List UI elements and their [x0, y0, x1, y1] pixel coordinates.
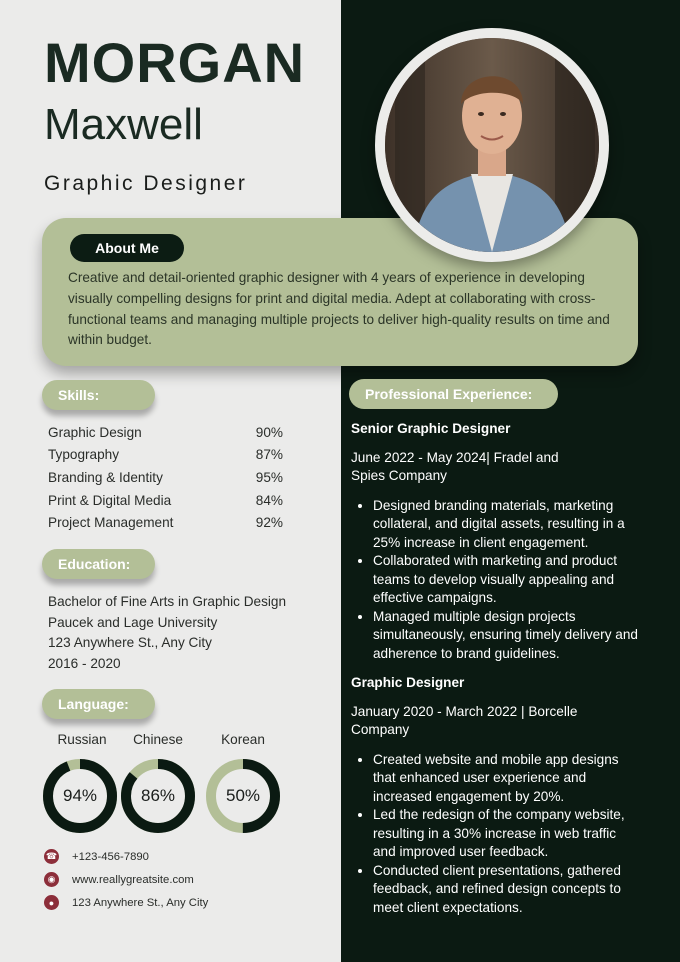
skill-value: 92% — [255, 515, 283, 531]
skill-name: Print & Digital Media — [48, 492, 172, 508]
profile-photo-frame — [375, 28, 609, 262]
contact-website-text: www.reallygreatsite.com — [72, 873, 194, 886]
job-bullets — [351, 497, 641, 664]
language-percent: 50% — [225, 786, 261, 805]
location-pin-icon: ● — [44, 895, 59, 910]
last-name: Maxwell — [44, 100, 203, 149]
language-donut — [120, 758, 196, 834]
job-bullets — [351, 751, 641, 918]
skill-row — [48, 489, 283, 512]
phone-icon: ☎ — [44, 849, 59, 864]
skills-list — [48, 421, 283, 534]
person-illustration — [385, 38, 599, 252]
skill-value: 95% — [255, 469, 283, 485]
globe-icon: ◉ — [44, 872, 59, 887]
skill-value: 84% — [255, 492, 283, 508]
language-name: Korean — [221, 732, 265, 747]
skills-heading: Skills: — [42, 380, 155, 410]
job-period: January 2020 - March 2022 | Borcelle Company — [351, 703, 578, 737]
job-entry — [351, 420, 641, 663]
skill-value: 90% — [255, 424, 283, 440]
contact-phone-text: +123-456-7890 — [72, 850, 149, 863]
language-donut — [205, 758, 281, 834]
skill-row — [48, 511, 283, 534]
skill-value: 87% — [255, 447, 283, 463]
first-name: MORGAN — [44, 31, 306, 94]
job-bullet: • Collaborated with marketing and product teams to develop visually appealing and effective campaigns. — [373, 552, 641, 608]
contact-address — [44, 895, 208, 910]
job-entry — [351, 674, 641, 917]
education-degree: Bachelor of Fine Arts in Graphic Design — [48, 594, 287, 609]
language-name: Chinese — [133, 732, 183, 747]
education-school: Paucek and Lage University — [48, 614, 218, 630]
job-bullet: • Designed branding materials, marketing collateral, and digital assets, resulting in a 25% increase in client engagement. — [373, 497, 641, 553]
about-label: About Me — [70, 234, 184, 262]
language-percent: 86% — [140, 786, 176, 805]
language-name: Russian — [57, 732, 107, 747]
job-bullet: • Managed multiple design projects simultaneously, ensuring timely delivery and adherence to brand guidelines. — [373, 608, 641, 664]
skill-row — [48, 466, 283, 489]
skill-name: Typography — [48, 447, 120, 463]
education-heading: Education: — [42, 549, 155, 579]
job-bullet: • Led the redesign of the company website, resulting in a 30% increase in web traffic and improved user feedback. — [373, 806, 641, 862]
job-bullet: • Created website and mobile app designs that enhanced user experience and increased engagement by 20%. — [373, 751, 641, 807]
language-heading: Language: — [42, 689, 155, 719]
skill-name: Branding & Identity — [48, 469, 163, 485]
skill-name: Project Management — [48, 515, 174, 531]
education-address: 123 Anywhere St., Any City — [48, 635, 212, 650]
education-years: 2016 - 2020 — [48, 655, 121, 671]
skill-name: Graphic Design — [48, 424, 142, 440]
language-donut — [42, 758, 118, 834]
education-details — [48, 592, 286, 674]
job-title: Graphic Designer — [351, 675, 465, 690]
job-period: June 2022 - May 2024| Fradel and Spies Company — [351, 449, 559, 483]
experience-heading: Professional Experience: — [349, 379, 558, 409]
job-title: Graphic Designer — [44, 172, 248, 195]
contact-website — [44, 872, 194, 887]
about-text: Creative and detail-oriented graphic designer with 4 years of experience in developing visually compelling designs for print and digital media. Adept at collaborating with cross-functional teams and managing multiple projects to deliver high-quality results on time and within budget. — [68, 270, 610, 348]
job-bullet: • Conducted client presentations, gathered feedback, and refined design concepts to meet client expectations. — [373, 862, 641, 918]
skill-row — [48, 444, 283, 467]
job-title: Senior Graphic Designer — [351, 421, 511, 436]
skill-row — [48, 421, 283, 444]
contact-address-text: 123 Anywhere St., Any City — [72, 896, 209, 909]
contact-phone — [44, 849, 149, 864]
language-percent: 94% — [62, 786, 98, 805]
profile-photo — [385, 38, 599, 252]
